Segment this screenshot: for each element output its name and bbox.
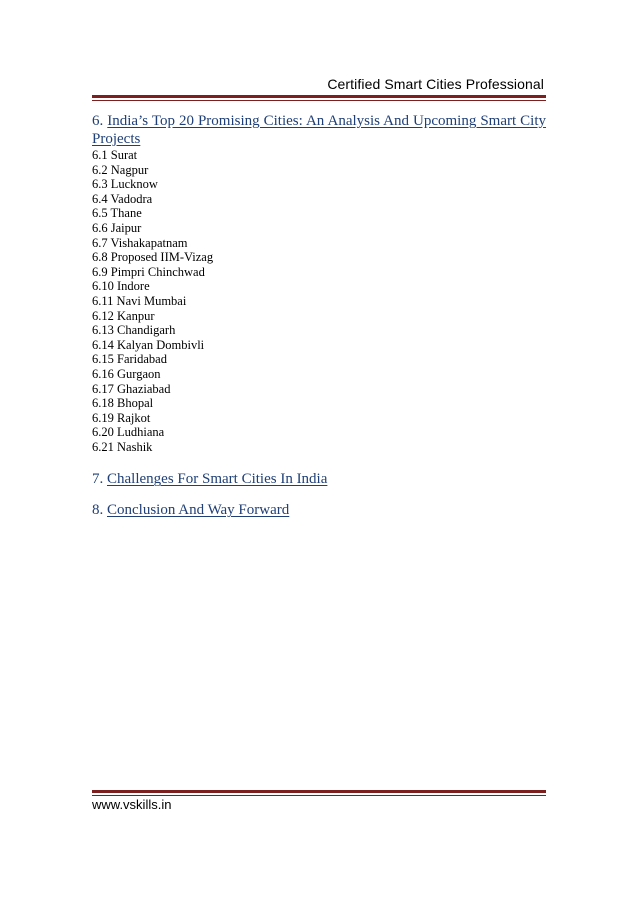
list-item: 6.9 Pimpri Chinchwad [92,264,205,279]
footer-rule-thin [92,795,546,796]
list-item: 6.11 Navi Mumbai [92,293,187,308]
section-6-link[interactable]: India’s Top 20 Promising Cities: An Analysis And Upcoming Smart City Projects [92,113,547,147]
list-item: 6.5 Thane [92,206,142,221]
section-6-items [92,148,546,454]
list-item: 6.17 Ghaziabad [92,381,171,396]
footer-rule-thick [92,790,546,793]
list-item: 6.18 Bhopal [92,396,154,411]
list-item: 6.19 Rajkot [92,410,151,425]
section-8-number: 8. [92,502,104,519]
section-7-heading [92,470,546,488]
list-item: 6.6 Jaipur [92,220,142,235]
list-item: 6.15 Faridabad [92,352,167,367]
section-7-link[interactable]: Challenges For Smart Cities In India [107,471,328,488]
header-rule-thin [92,100,546,101]
section-6-heading [92,112,546,148]
list-item: 6.3 Lucknow [92,177,158,192]
footer-url: www.vskills.in [92,797,172,812]
list-item: 6.10 Indore [92,279,150,294]
list-item: 6.14 Kalyan Dombivli [92,337,205,352]
running-header: Certified Smart Cities Professional [327,76,544,92]
list-item: 6.13 Chandigarh [92,323,176,338]
list-item: 6.21 Nashik [92,439,153,454]
list-item: 6.4 Vadodra [92,191,153,206]
header-rule-thick [92,95,546,98]
section-7-number: 7. [92,471,104,488]
list-item: 6.7 Vishakapatnam [92,235,188,250]
section-8-link[interactable]: Conclusion And Way Forward [107,502,290,519]
list-item: 6.12 Kanpur [92,308,155,323]
toc-content [92,112,546,519]
section-6-number: 6. [92,113,104,129]
list-item: 6.20 Ludhiana [92,425,165,440]
list-item: 6.8 Proposed IIM-Vizag [92,250,214,265]
section-8-heading [92,501,546,519]
list-item: 6.2 Nagpur [92,162,149,177]
list-item: 6.1 Surat [92,148,138,162]
list-item: 6.16 Gurgaon [92,366,161,381]
